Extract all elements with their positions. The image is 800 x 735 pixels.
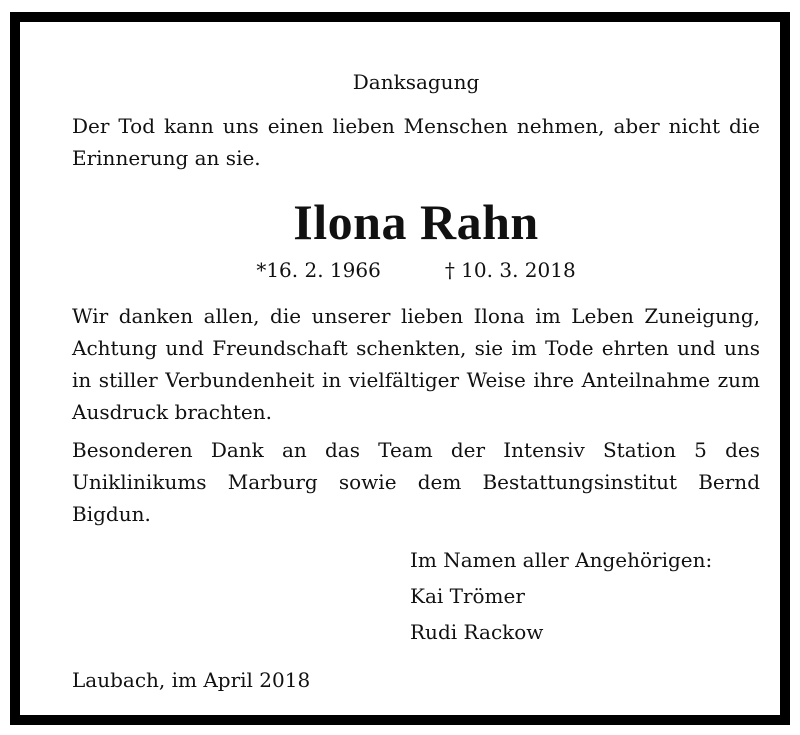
signature-name: Rudi Rackow [410, 620, 544, 644]
notice-quote: Der Tod kann uns einen lieben Menschen nehmen, aber nicht die Erinnerung an sie. [72, 114, 760, 170]
thanks-paragraph: Wir danken allen, die unserer lieben Ilona im Leben Zuneigung, Achtung und Freundschaft schenkten, sie im Tode ehrten und uns in stiller Verbundenheit in vielfältiger Weise ihre Anteilnahme zum Ausdruck brachten. [72, 304, 760, 424]
signature-intro: Im Namen aller Angehörigen: [410, 548, 713, 572]
notice-border [10, 12, 790, 725]
life-dates [72, 254, 760, 286]
notice-heading: Danksagung [352, 70, 480, 94]
deceased-name: Ilona Rahn [293, 194, 539, 250]
death-date: † 10. 3. 2018 [444, 258, 576, 282]
birth-date: *16. 2. 1966 [256, 258, 381, 282]
signature-name: Kai Trömer [410, 584, 525, 608]
place-date: Laubach, im April 2018 [72, 668, 311, 692]
signature-block [410, 542, 760, 650]
special-thanks-paragraph: Besonderen Dank an das Team der Intensiv Station 5 des Uniklinikums Marburg sowie dem Bestattungsinstitut Bernd Bigdun. [72, 438, 760, 526]
notice-content [72, 66, 760, 696]
